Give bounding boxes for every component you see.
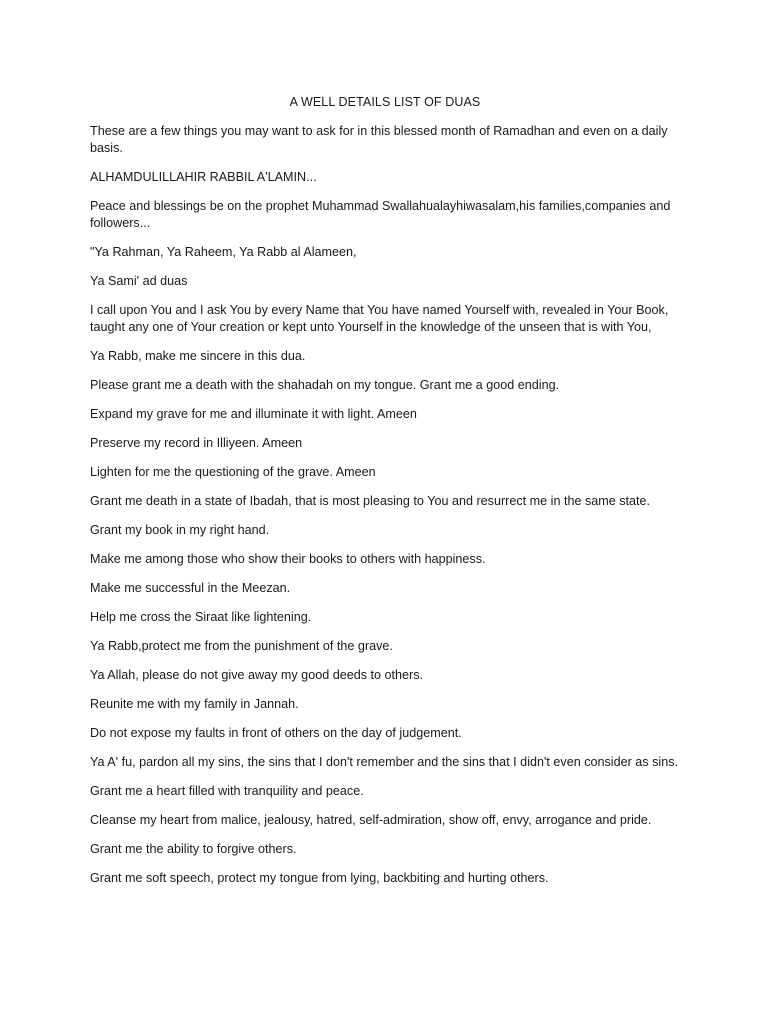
dua-item: Grant me death in a state of Ibadah, that is most pleasing to You and resurrect me in the same state. xyxy=(90,494,651,508)
paragraph-names: "Ya Rahman, Ya Raheem, Ya Rabb al Alameen, xyxy=(90,245,357,259)
document-page xyxy=(90,94,680,899)
paragraph-salutation: Peace and blessings be on the prophet Muhammad Swallahualayhiwasalam,his families,companies and followers... xyxy=(90,199,671,230)
paragraph-praise: ALHAMDULILLAHIR RABBIL A'LAMIN... xyxy=(90,170,317,184)
paragraph-intro: These are a few things you may want to ask for in this blessed month of Ramadhan and even on a daily basis. xyxy=(90,124,668,155)
paragraph-sami: Ya Sami' ad duas xyxy=(90,274,188,288)
dua-item: Lighten for me the questioning of the grave. Ameen xyxy=(90,465,376,479)
dua-item: Grant me the ability to forgive others. xyxy=(90,842,297,856)
paragraph-call-upon: I call upon You and I ask You by every Name that You have named Yourself with, revealed in Your Book, taught any one of Your creation or kept unto Yourself in the knowledge of the unseen that is with You, xyxy=(90,303,669,334)
dua-item: Do not expose my faults in front of others on the day of judgement. xyxy=(90,726,462,740)
dua-item: Make me successful in the Meezan. xyxy=(90,581,291,595)
dua-item: Please grant me a death with the shahadah on my tongue. Grant me a good ending. xyxy=(90,378,560,392)
dua-item: Make me among those who show their books to others with happiness. xyxy=(90,552,486,566)
dua-item: Ya Rabb,protect me from the punishment of the grave. xyxy=(90,639,393,653)
dua-item: Grant me soft speech, protect my tongue from lying, backbiting and hurting others. xyxy=(90,871,549,885)
dua-item: Grant my book in my right hand. xyxy=(90,523,270,537)
dua-item: Reunite me with my family in Jannah. xyxy=(90,697,299,711)
dua-item: Preserve my record in Illiyeen. Ameen xyxy=(90,436,303,450)
dua-item: Expand my grave for me and illuminate it with light. Ameen xyxy=(90,407,417,421)
dua-item: Ya Allah, please do not give away my good deeds to others. xyxy=(90,668,424,682)
dua-item: Help me cross the Siraat like lightening. xyxy=(90,610,312,624)
dua-item: Cleanse my heart from malice, jealousy, hatred, self-admiration, show off, envy, arrogance and pride. xyxy=(90,813,652,827)
dua-item: Grant me a heart filled with tranquility and peace. xyxy=(90,784,364,798)
dua-item: Ya Rabb, make me sincere in this dua. xyxy=(90,349,306,363)
dua-item: Ya A' fu, pardon all my sins, the sins that I don't remember and the sins that I didn't even consider as sins. xyxy=(90,755,679,769)
document-title: A WELL DETAILS LIST OF DUAS xyxy=(289,95,481,109)
